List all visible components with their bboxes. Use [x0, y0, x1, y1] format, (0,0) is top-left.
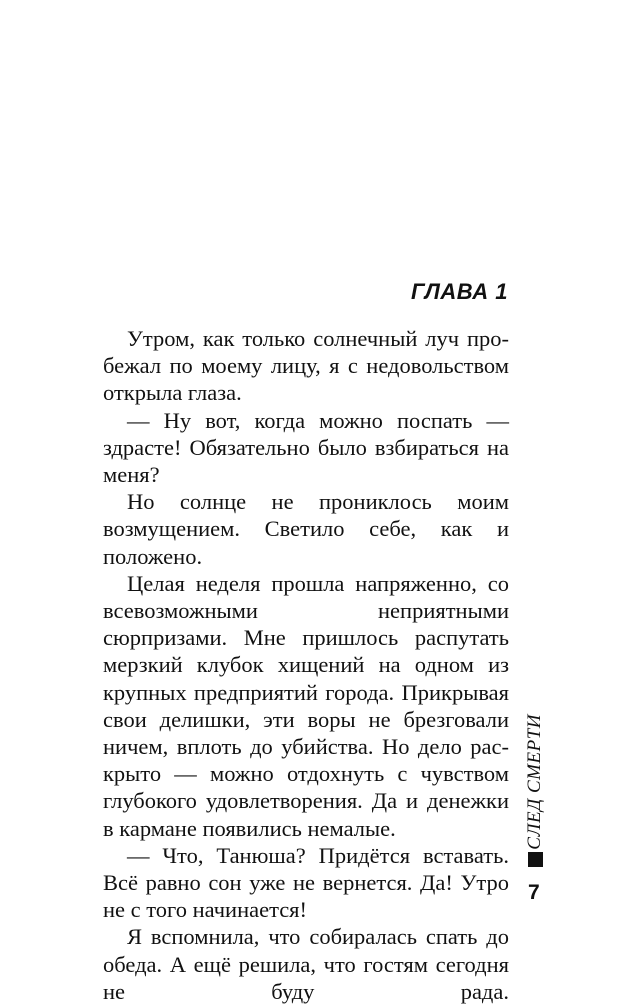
page-number: 7 [528, 881, 540, 904]
paragraph: Целая неделя прошла напряженно, со всевозможными неприятными сюрпризами. Мне пришлось распутать мерзкий клубок хищений на одном из крупных предприятий города. Прикрывая свои делишки, эти воры не брезговали ничем, вплоть до убийства. Но дело раскрыто — можно отдохнуть с чувством глубокого удовлетворения. Да и денежки в кармане появились немалые. [103, 570, 509, 841]
chapter-heading: ГЛАВА 1 [411, 279, 508, 304]
paragraph: Я вспомнила, что собиралась спать до обеда. А ещё решила, что гостям сегодня не буду рада. [103, 924, 509, 1004]
square-marker-icon [528, 852, 543, 867]
paragraph: Но солнце не прониклось моим возмущением. Светило себе, как и положено. [103, 489, 509, 569]
chapter-body [103, 325, 509, 1005]
paragraph: — Ну вот, когда можно поспать — здрасте! Обязательно было взбираться на меня? [103, 407, 509, 488]
book-title-text: СЛЕД СМЕРТИ [524, 714, 545, 850]
paragraph: Утром, как только солнечный луч пробежал по моему лицу, я с недовольством открыла глаза. [103, 326, 509, 406]
running-book-title [520, 716, 550, 848]
paragraph: — Что, Танюша? Придётся вставать. Всё равно сон уже не вернется. Да! Утро не с того начинается! [103, 842, 509, 923]
